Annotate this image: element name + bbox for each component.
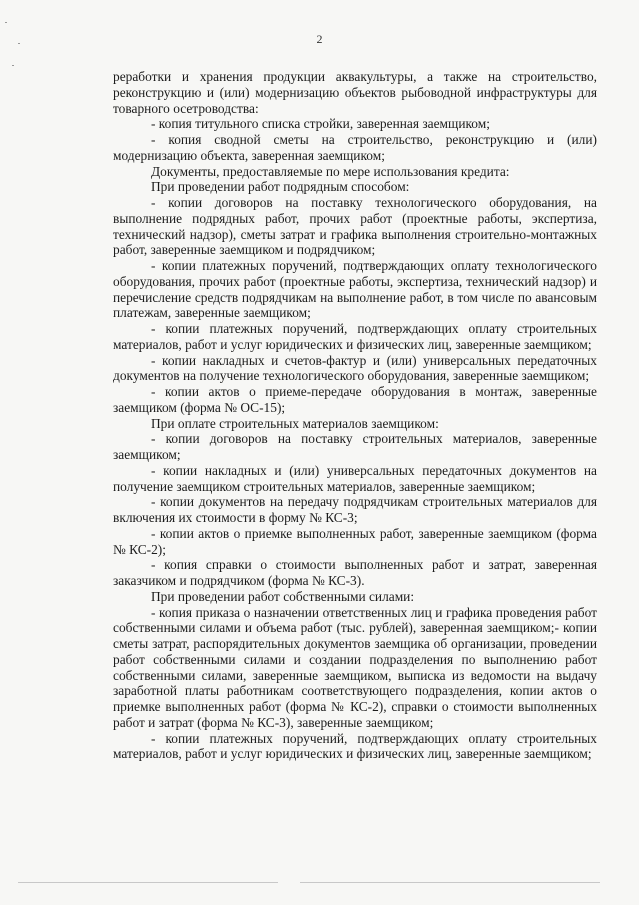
paragraph: реработки и хранения продукции аквакультуры, а также на строительство, реконструкцию и (или) модернизацию объектов рыбоводной инфраструктуры для товарного осетроводства:: [113, 69, 597, 116]
subsection-heading: При проведении работ подрядным способом:: [151, 179, 410, 195]
subsection-heading: При проведении работ собственными силами:: [151, 588, 415, 604]
list-item: - копии накладных и счетов-фактур и (или) универсальных передаточных документов на получение технологического оборудования, заверенные заемщиком;: [113, 352, 597, 384]
scan-mark: [5, 22, 7, 23]
list-item: - копии договоров на поставку строительных материалов, заверенные заемщиком;: [113, 431, 597, 462]
list-item: - копии актов о приемке выполненных работ, заверенные заемщиком (форма № КС-2);: [113, 525, 597, 557]
list-item: - копии платежных поручений, подтверждающих оплату технологического оборудования, прочих работ (проектные работы, экспертиза, технический надзор) и перечисление средств подрядчикам на выполнение работ, в том числе по авансовым платежам, заверенные заемщиком;: [113, 258, 597, 321]
list-item: - копия приказа о назначении ответственных лиц и графика проведения работ собственными силами и объема работ (тыс. рублей), заверенная заемщиком;- копии сметы затрат, распорядительных документов заемщика об организации, проведении работ собственными силами и создании подразделения по выполнению работ собственными силами, заверенные заемщиком, выписка из ведомости на выдачу заработной платы работникам соответствующего подразделения, копии актов о приемке выполненных работ (форма № КС-2), справки о стоимости выполненных работ и затрат (форма № КС-3), заверенные заемщиком;: [113, 604, 597, 730]
subsection-heading: При оплате строительных материалов заемщиком:: [151, 415, 439, 431]
list-item: - копии платежных поручений, подтверждающих оплату строительных материалов, работ и услуг юридических и физических лиц, заверенные заемщиком;: [113, 321, 597, 352]
scan-mark: [12, 65, 14, 66]
scan-edge-line: [18, 882, 278, 883]
document-body: [113, 69, 597, 762]
list-item: - копии документов на передачу подрядчикам строительных материалов для включения их стоимости в форму № КС-3;: [113, 494, 597, 525]
list-item: - копии платежных поручений, подтверждающих оплату строительных материалов, работ и услуг юридических и физических лиц, заверенные заемщиком;: [113, 730, 597, 762]
list-item: - копия сводной сметы на строительство, реконструкцию и (или) модернизацию объекта, заверенная заемщиком;: [113, 132, 597, 163]
list-item: - копии договоров на поставку технологического оборудования, на выполнение подрядных работ, прочих работ (проектные работы, экспертиза, технический надзор), сметы затрат и графика выполнения строительно-монтажных работ, заверенные заемщиком и подрядчиком;: [113, 195, 597, 258]
section-heading: Документы, предоставляемые по мере использования кредита:: [151, 163, 510, 179]
list-item: - копии накладных и (или) универсальных передаточных документов на получение заемщиком строительных материалов, заверенные заемщиком;: [113, 462, 597, 494]
scan-edge-line: [300, 882, 600, 883]
list-item: - копия титульного списка стройки, заверенная заемщиком;: [151, 116, 490, 132]
list-item: - копии актов о приеме-передаче оборудования в монтаж, заверенные заемщиком (форма № ОС-15);: [113, 384, 597, 415]
list-item: - копия справки о стоимости выполненных работ и затрат, заверенная заказчиком и подрядчиком (форма № КС-3).: [113, 557, 597, 588]
page-number: 2: [316, 32, 323, 46]
